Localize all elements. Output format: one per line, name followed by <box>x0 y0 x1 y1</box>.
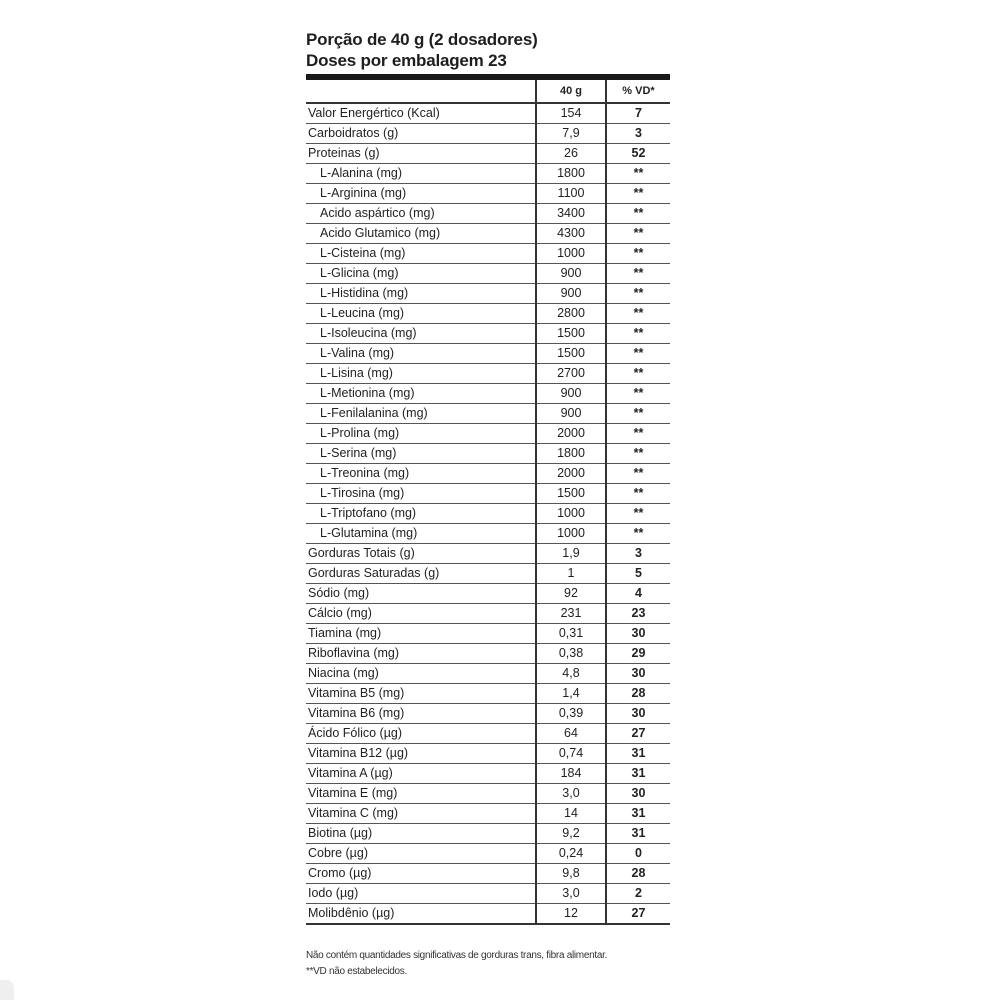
portion-heading: Porção de 40 g (2 dosadores) <box>306 30 538 49</box>
column-header-quantity: 40 g <box>536 80 606 103</box>
table-row <box>306 564 670 584</box>
nutrient-quantity: 0,38 <box>536 644 606 664</box>
column-header-nutrient <box>306 80 536 103</box>
nutrient-daily-value: ** <box>606 204 670 224</box>
nutrient-name: Biotina (µg) <box>306 824 536 844</box>
nutrient-daily-value: 3 <box>606 544 670 564</box>
nutrient-quantity: 9,8 <box>536 864 606 884</box>
nutrient-daily-value: ** <box>606 324 670 344</box>
table-row <box>306 784 670 804</box>
nutrient-name: Vitamina A (µg) <box>306 764 536 784</box>
table-row <box>306 764 670 784</box>
nutrient-quantity: 1,9 <box>536 544 606 564</box>
nutrient-daily-value: ** <box>606 344 670 364</box>
nutrient-daily-value: 30 <box>606 624 670 644</box>
nutrient-quantity: 1500 <box>536 344 606 364</box>
nutrient-quantity: 1000 <box>536 504 606 524</box>
table-row <box>306 424 670 444</box>
nutrient-name: L-Cisteina (mg) <box>306 244 536 264</box>
nutrient-name: Tiamina (mg) <box>306 624 536 644</box>
nutrient-quantity: 64 <box>536 724 606 744</box>
nutrient-quantity: 154 <box>536 103 606 124</box>
table-row <box>306 524 670 544</box>
table-row <box>306 284 670 304</box>
nutrient-quantity: 2000 <box>536 464 606 484</box>
nutrient-name: L-Metionina (mg) <box>306 384 536 404</box>
nutrient-name: Cobre (µg) <box>306 844 536 864</box>
nutrient-daily-value: 4 <box>606 584 670 604</box>
nutrient-name: L-Leucina (mg) <box>306 304 536 324</box>
table-row <box>306 384 670 404</box>
nutrient-quantity: 1500 <box>536 324 606 344</box>
nutrient-daily-value: ** <box>606 264 670 284</box>
nutrient-daily-value: 31 <box>606 824 670 844</box>
nutrient-name: Valor Energértico (Kcal) <box>306 103 536 124</box>
nutrient-daily-value: 30 <box>606 704 670 724</box>
nutrient-name: Proteinas (g) <box>306 144 536 164</box>
nutrition-facts-panel <box>306 30 670 925</box>
nutrient-daily-value: ** <box>606 224 670 244</box>
nutrient-daily-value: 23 <box>606 604 670 624</box>
table-row <box>306 164 670 184</box>
nutrient-quantity: 900 <box>536 264 606 284</box>
table-row <box>306 244 670 264</box>
column-header-daily-value: % VD* <box>606 80 670 103</box>
nutrient-daily-value: 31 <box>606 804 670 824</box>
nutrient-name: L-Triptofano (mg) <box>306 504 536 524</box>
nutrient-daily-value: 2 <box>606 884 670 904</box>
nutrient-name: Gorduras Saturadas (g) <box>306 564 536 584</box>
table-row <box>306 324 670 344</box>
nutrient-quantity: 1 <box>536 564 606 584</box>
table-row <box>306 804 670 824</box>
nutrient-daily-value: ** <box>606 524 670 544</box>
table-row <box>306 224 670 244</box>
nutrient-daily-value: 30 <box>606 664 670 684</box>
nutrient-name: Cromo (µg) <box>306 864 536 884</box>
table-row <box>306 664 670 684</box>
nutrient-quantity: 7,9 <box>536 124 606 144</box>
nutrient-daily-value: ** <box>606 384 670 404</box>
nutrient-quantity: 1800 <box>536 444 606 464</box>
table-row <box>306 684 670 704</box>
nutrient-quantity: 0,39 <box>536 704 606 724</box>
table-header-row <box>306 80 670 103</box>
nutrient-daily-value: ** <box>606 184 670 204</box>
nutrient-name: L-Lisina (mg) <box>306 364 536 384</box>
table-row <box>306 504 670 524</box>
table-row <box>306 884 670 904</box>
nutrient-quantity: 1,4 <box>536 684 606 704</box>
nutrient-quantity: 12 <box>536 904 606 925</box>
nutrient-daily-value: 7 <box>606 103 670 124</box>
nutrient-quantity: 0,24 <box>536 844 606 864</box>
nutrient-name: Vitamina B5 (mg) <box>306 684 536 704</box>
corner-fragment <box>0 980 14 1000</box>
nutrient-name: L-Treonina (mg) <box>306 464 536 484</box>
nutrient-name: Vitamina B6 (mg) <box>306 704 536 724</box>
nutrient-name: L-Isoleucina (mg) <box>306 324 536 344</box>
table-row <box>306 144 670 164</box>
nutrient-quantity: 0,31 <box>536 624 606 644</box>
nutrition-table <box>306 80 670 925</box>
nutrient-daily-value: 3 <box>606 124 670 144</box>
nutrient-quantity: 2800 <box>536 304 606 324</box>
nutrient-daily-value: ** <box>606 444 670 464</box>
nutrient-quantity: 1800 <box>536 164 606 184</box>
nutrient-quantity: 1100 <box>536 184 606 204</box>
nutrient-quantity: 3,0 <box>536 884 606 904</box>
nutrient-daily-value: 28 <box>606 684 670 704</box>
nutrient-name: L-Prolina (mg) <box>306 424 536 444</box>
nutrient-quantity: 900 <box>536 384 606 404</box>
nutrient-name: Molibdênio (µg) <box>306 904 536 925</box>
nutrient-daily-value: 27 <box>606 904 670 925</box>
nutrient-name: Vitamina B12 (µg) <box>306 744 536 764</box>
nutrient-daily-value: 28 <box>606 864 670 884</box>
nutrient-name: Acido Glutamico (mg) <box>306 224 536 244</box>
nutrient-daily-value: ** <box>606 404 670 424</box>
nutrient-daily-value: ** <box>606 304 670 324</box>
table-row <box>306 544 670 564</box>
table-row <box>306 824 670 844</box>
nutrient-daily-value: 0 <box>606 844 670 864</box>
nutrient-quantity: 0,74 <box>536 744 606 764</box>
nutrient-name: Acido aspártico (mg) <box>306 204 536 224</box>
nutrient-name: Vitamina C (mg) <box>306 804 536 824</box>
nutrient-name: L-Alanina (mg) <box>306 164 536 184</box>
nutrient-name: L-Glicina (mg) <box>306 264 536 284</box>
nutrient-daily-value: ** <box>606 464 670 484</box>
doses-heading: Doses por embalagem 23 <box>306 51 507 70</box>
nutrient-daily-value: ** <box>606 284 670 304</box>
nutrient-name: Vitamina E (mg) <box>306 784 536 804</box>
nutrient-daily-value: 52 <box>606 144 670 164</box>
nutrient-quantity: 1000 <box>536 524 606 544</box>
table-row <box>306 264 670 284</box>
table-row <box>306 444 670 464</box>
nutrient-name: L-Glutamina (mg) <box>306 524 536 544</box>
nutrient-name: Sódio (mg) <box>306 584 536 604</box>
table-row <box>306 724 670 744</box>
nutrient-name: Iodo (µg) <box>306 884 536 904</box>
nutrient-daily-value: 5 <box>606 564 670 584</box>
nutrient-daily-value: ** <box>606 364 670 384</box>
table-row <box>306 844 670 864</box>
nutrient-daily-value: 31 <box>606 744 670 764</box>
nutrient-name: Ácido Fólico (µg) <box>306 724 536 744</box>
nutrient-name: L-Arginina (mg) <box>306 184 536 204</box>
table-row <box>306 484 670 504</box>
table-row <box>306 704 670 724</box>
nutrient-daily-value: ** <box>606 504 670 524</box>
footnote-trans-fat: Não contém quantidades significativas de gorduras trans, fibra alimentar. <box>306 950 608 961</box>
footnote <box>306 948 686 980</box>
nutrient-quantity: 1000 <box>536 244 606 264</box>
nutrient-daily-value: ** <box>606 484 670 504</box>
table-row <box>306 904 670 925</box>
nutrient-name: L-Histidina (mg) <box>306 284 536 304</box>
nutrient-quantity: 231 <box>536 604 606 624</box>
nutrient-quantity: 2000 <box>536 424 606 444</box>
table-row <box>306 744 670 764</box>
nutrient-quantity: 9,2 <box>536 824 606 844</box>
table-row <box>306 464 670 484</box>
nutrient-daily-value: ** <box>606 164 670 184</box>
nutrient-name: L-Serina (mg) <box>306 444 536 464</box>
nutrient-name: L-Fenilalanina (mg) <box>306 404 536 424</box>
nutrient-daily-value: ** <box>606 244 670 264</box>
table-row <box>306 584 670 604</box>
nutrient-quantity: 92 <box>536 584 606 604</box>
nutrient-quantity: 14 <box>536 804 606 824</box>
nutrient-daily-value: 31 <box>606 764 670 784</box>
nutrient-quantity: 900 <box>536 404 606 424</box>
nutrient-daily-value: ** <box>606 424 670 444</box>
table-row <box>306 184 670 204</box>
table-row <box>306 204 670 224</box>
nutrient-name: Gorduras Totais (g) <box>306 544 536 564</box>
nutrient-daily-value: 27 <box>606 724 670 744</box>
table-row <box>306 124 670 144</box>
table-row <box>306 364 670 384</box>
nutrient-quantity: 4300 <box>536 224 606 244</box>
nutrient-quantity: 2700 <box>536 364 606 384</box>
nutrient-quantity: 900 <box>536 284 606 304</box>
nutrient-quantity: 1500 <box>536 484 606 504</box>
table-row <box>306 604 670 624</box>
nutrient-name: Riboflavina (mg) <box>306 644 536 664</box>
nutrient-name: Niacina (mg) <box>306 664 536 684</box>
nutrient-quantity: 4,8 <box>536 664 606 684</box>
nutrient-quantity: 3400 <box>536 204 606 224</box>
nutrient-name: L-Valina (mg) <box>306 344 536 364</box>
nutrient-quantity: 184 <box>536 764 606 784</box>
table-row <box>306 344 670 364</box>
table-row <box>306 624 670 644</box>
nutrient-daily-value: 30 <box>606 784 670 804</box>
table-row <box>306 304 670 324</box>
nutrient-name: L-Tirosina (mg) <box>306 484 536 504</box>
table-row <box>306 644 670 664</box>
nutrient-name: Cálcio (mg) <box>306 604 536 624</box>
nutrition-table-body <box>306 103 670 924</box>
table-row <box>306 864 670 884</box>
table-row <box>306 404 670 424</box>
nutrient-quantity: 26 <box>536 144 606 164</box>
table-row <box>306 103 670 124</box>
footnote-vd: **VD não estabelecidos. <box>306 966 407 977</box>
nutrient-name: Carboidratos (g) <box>306 124 536 144</box>
nutrient-quantity: 3,0 <box>536 784 606 804</box>
nutrient-daily-value: 29 <box>606 644 670 664</box>
